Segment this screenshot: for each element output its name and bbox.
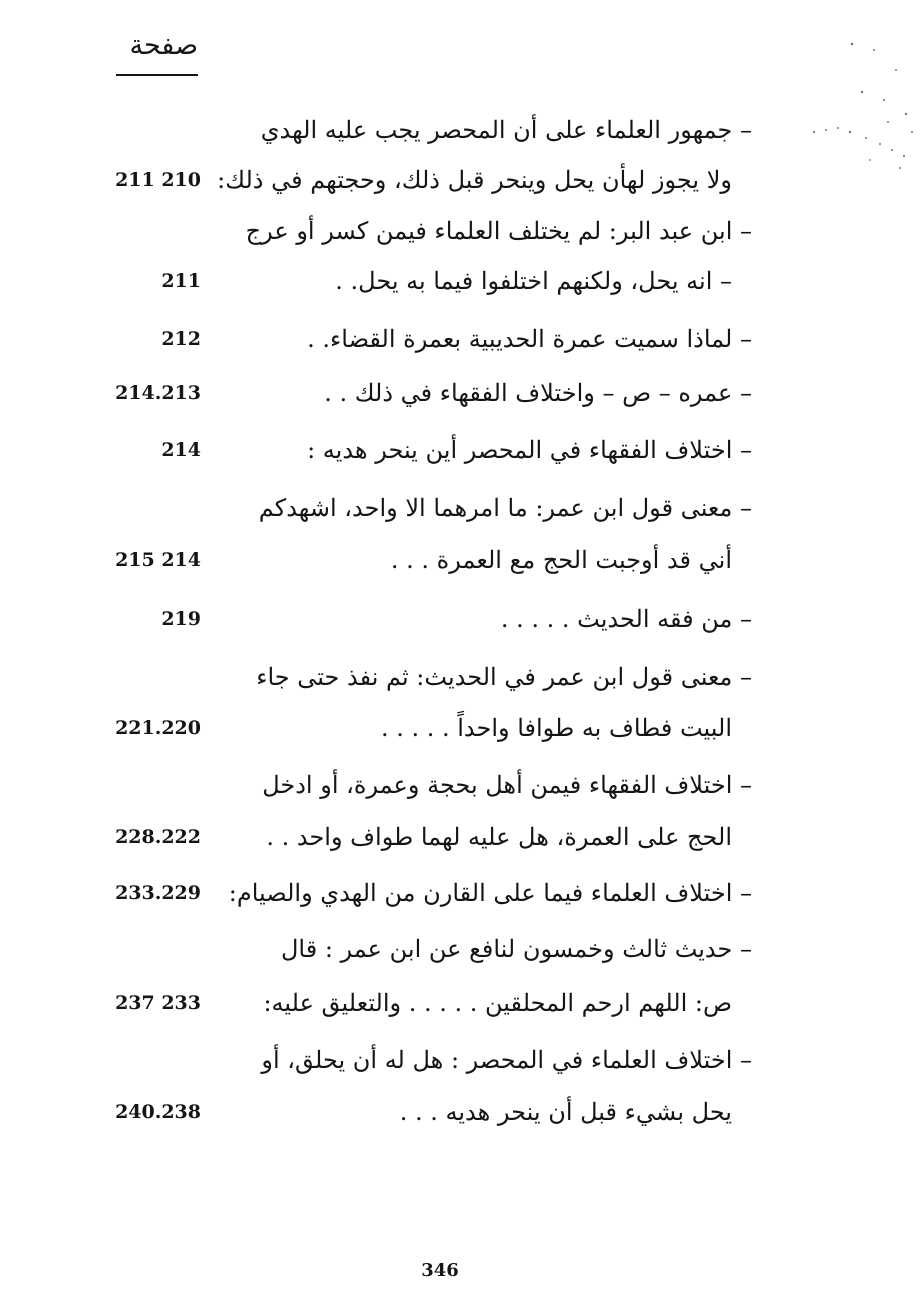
toc-entry-line: – اختلاف العلماء فيما على القارن من الهدي والصيام: — [228, 879, 752, 907]
toc-entry-line: – لماذا سميت عمرة الحديبية بعمرة القضاء. . — [307, 325, 752, 353]
toc-entry-line: – حديث ثالث وخمسون لنافع عن ابن عمر : قال — [280, 935, 752, 963]
scan-speckle-marks — [800, 30, 920, 200]
toc-page-reference: 211 — [161, 270, 201, 292]
toc-page-reference: 219 — [161, 608, 201, 630]
toc-entry-line: يحل بشيء قبل أن ينحر هديه . . . — [399, 1098, 732, 1126]
toc-entry-line: أني قد أوجبت الحج مع العمرة . . . — [390, 546, 732, 574]
toc-page-reference: 211 210 — [115, 169, 201, 191]
toc-page-reference: 214 — [161, 439, 201, 461]
toc-page-reference: 233.229 — [115, 882, 201, 904]
toc-page-reference: 237 233 — [115, 992, 201, 1014]
toc-entry-line: – معنى قول ابن عمر في الحديث: ثم نفذ حتى جاء — [256, 663, 752, 691]
toc-entry-line: ص: اللهم ارحم المحلقين . . . . . والتعليق عليه: — [263, 989, 732, 1017]
toc-entry-line: – من فقه الحديث . . . . . — [500, 605, 752, 633]
page-number: 346 — [421, 1260, 459, 1281]
toc-entry-line: – انه يحل، ولكنهم اختلفوا فيما به يحل. . — [335, 267, 732, 295]
toc-page-reference: 240.238 — [115, 1101, 201, 1123]
page-column-heading: صفحة — [129, 30, 198, 61]
toc-page-reference: 215 214 — [115, 549, 201, 571]
toc-entry-line: – عمره – ص – واختلاف الفقهاء في ذلك . . — [324, 379, 752, 407]
toc-page-reference: 212 — [161, 328, 201, 350]
toc-entry-line: – اختلاف الفقهاء في المحصر أين ينحر هديه : — [307, 436, 752, 464]
toc-page-reference: 221.220 — [115, 717, 201, 739]
toc-entry-line: – اختلاف الفقهاء فيمن أهل بحجة وعمرة، أو ادخل — [262, 771, 752, 799]
toc-page-reference: 228.222 — [115, 826, 201, 848]
toc-entry-line: – معنى قول ابن عمر: ما امرهما الا واحد، اشهدكم — [258, 494, 752, 522]
toc-entry-line: – ابن عبد البر: لم يختلف العلماء فيمن كسر أو عرج — [245, 217, 752, 245]
heading-underline — [116, 74, 198, 76]
toc-entry-line: – اختلاف العلماء في المحصر : هل له أن يحلق، أو — [261, 1046, 752, 1074]
toc-page-reference: 214.213 — [115, 382, 201, 404]
toc-entry-line: – جمهور العلماء على أن المحصر يجب عليه الهدي — [260, 116, 752, 144]
toc-entry-line: البيت فطاف به طوافا واحداً . . . . . — [380, 714, 732, 742]
toc-entry-line: الحج على العمرة، هل عليه لهما طواف واحد . . — [266, 823, 732, 851]
toc-entry-line: ولا يجوز لهأن يحل وينحر قبل ذلك، وحجتهم في ذلك: — [217, 166, 732, 194]
